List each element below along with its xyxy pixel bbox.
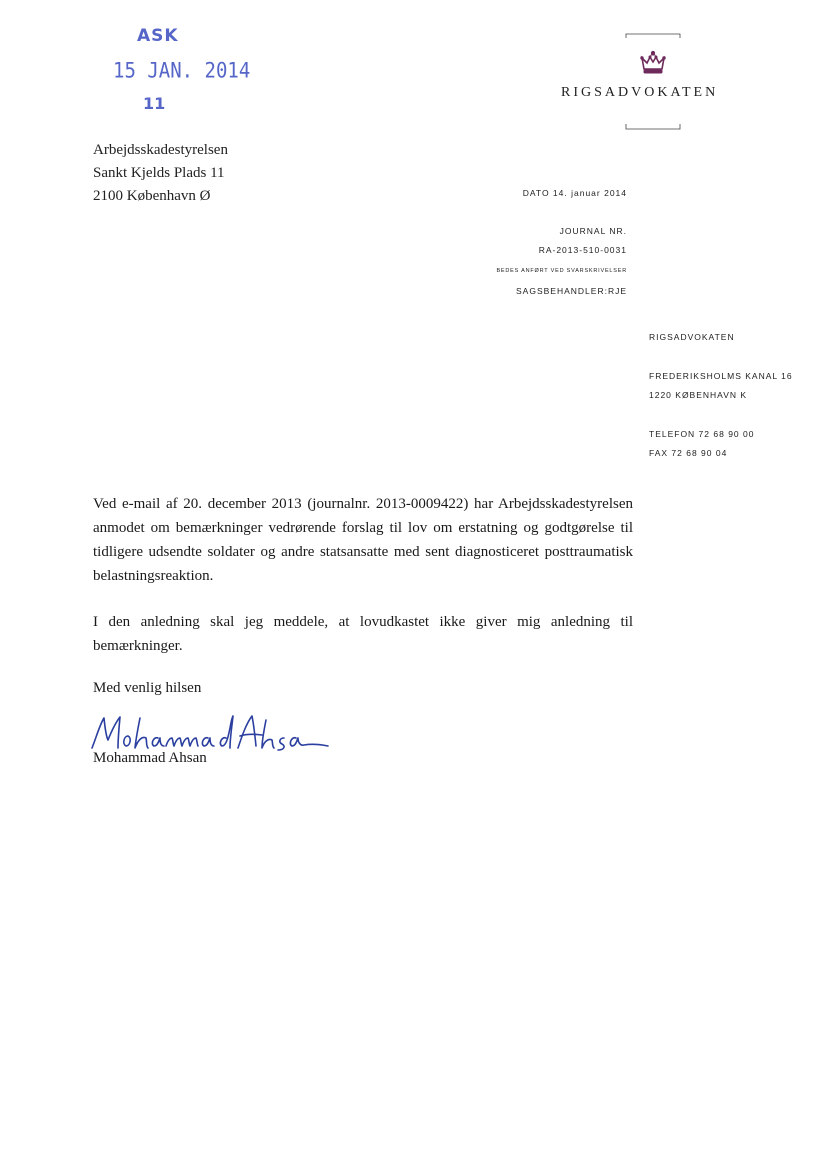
recipient-address [93, 139, 228, 208]
sender-street: FREDERIKSHOLMS KANAL 16 [649, 371, 793, 381]
journal-label: JOURNAL NR. [559, 226, 627, 236]
recipient-name: Arbejdsskadestyrelsen [93, 142, 228, 158]
sender-logo-text: RIGSADVOKATEN [561, 85, 719, 100]
letter-date: DATO 14. januar 2014 [522, 188, 627, 198]
recipient-city: 2100 København Ø [93, 188, 211, 204]
body-paragraph-2: I den anledning skal jeg meddele, at lovudkastet ikke giver mig anledning til bemærkninger. [93, 614, 633, 654]
sender-city: 1220 KØBENHAVN K [649, 390, 748, 400]
case-handler: SAGSBEHANDLER:RJE [516, 286, 627, 296]
journal-note: BEDES ANFØRT VED SVARSKRIVELSER [496, 268, 627, 274]
crown-icon [641, 51, 665, 73]
closing-greeting: Med venlig hilsen [93, 680, 202, 696]
sender-name: RIGSADVOKATEN [649, 332, 735, 342]
rigsadvokaten-logo [560, 30, 746, 134]
sender-fax: FAX 72 68 90 04 [649, 448, 728, 458]
journal-number: RA-2013-510-0031 [538, 245, 627, 255]
body-paragraph-1: Ved e-mail af 20. december 2013 (journalnr. 2013-0009422) har Arbejdsskadestyrelsen anmodet om bemærkninger vedrørende forslag til lov om erstatning og godtgørelse til tidligere udsendte soldater og andre statsansatte med sent diagnosticeret posttraumatisk belastningsreaktion. [93, 496, 633, 584]
recipient-street: Sankt Kjelds Plads 11 [93, 165, 225, 181]
received-stamp-number: 11 [143, 94, 166, 113]
received-stamp-date: 15 JAN. 2014 [113, 58, 251, 84]
signer-name: Mohammad Ahsan [93, 750, 207, 766]
received-stamp-ask: ASK [137, 26, 179, 46]
sender-phone: TELEFON 72 68 90 00 [649, 429, 755, 439]
